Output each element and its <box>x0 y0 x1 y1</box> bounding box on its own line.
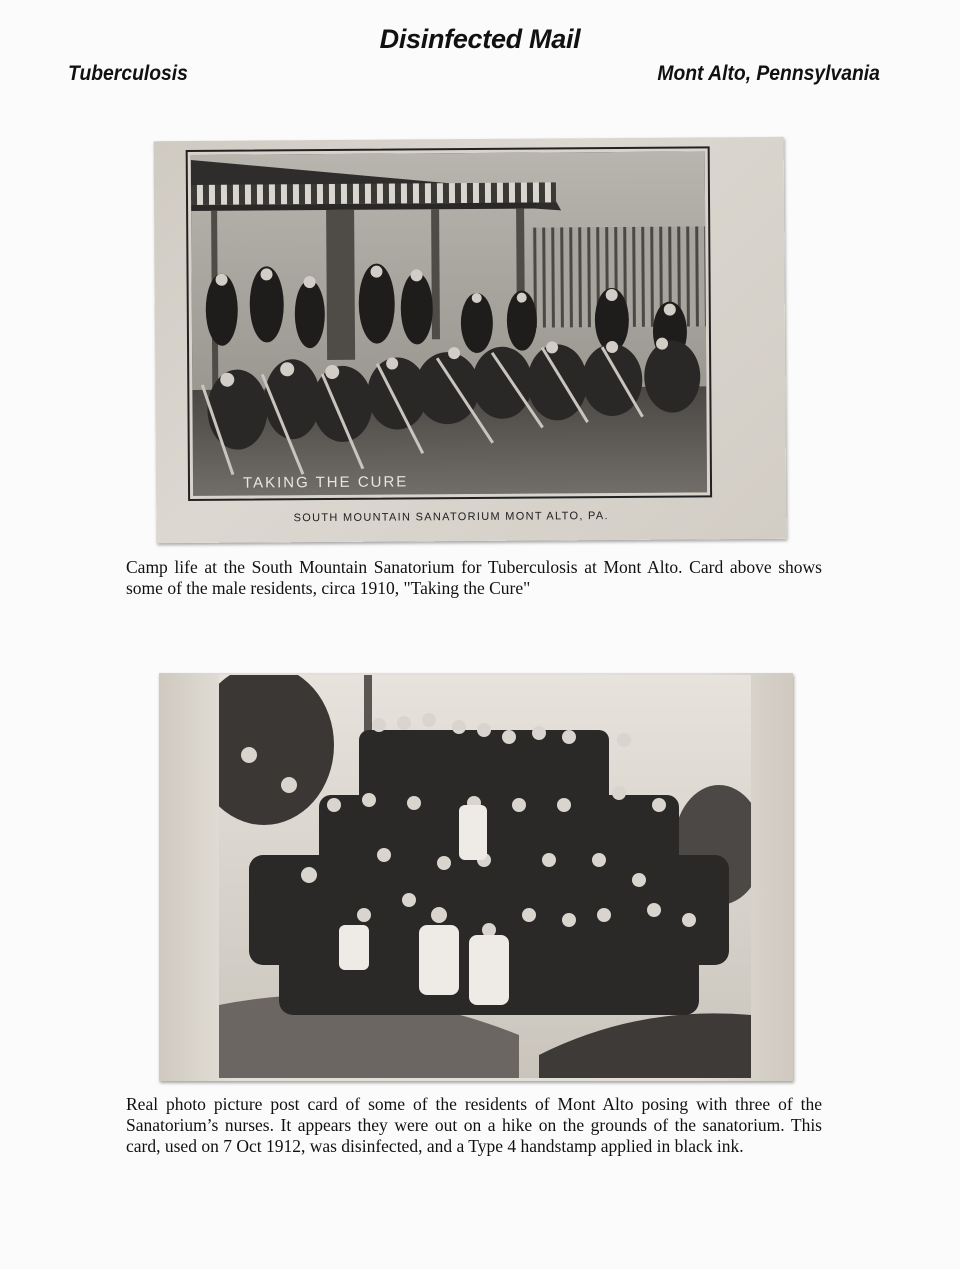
postcard-photo-frame <box>186 146 712 501</box>
topic-subtitle: Tuberculosis <box>68 62 188 85</box>
card2-description: Real photo picture post card of some of the residents of Mont Alto posing with three of the Sanatorium’s nurses. It appears they were out on a hike on the grounds of the sanatorium. This card, used on 7 Oct 1912, was disinfected, and a Type 4 handstamp applied in black ink. <box>126 1094 822 1156</box>
postcard-taking-the-cure <box>154 137 787 543</box>
card1-description: Camp life at the South Mountain Sanatorium for Tuberculosis at Mont Alto. Card above shows some of the male residents, circa 1910, "Taking the Cure" <box>126 557 822 598</box>
sanatorium-porch-photo <box>191 151 707 496</box>
postcard-group-hike <box>159 673 793 1081</box>
group-hike-photo <box>219 675 751 1078</box>
postcard-printed-caption: SOUTH MOUNTAIN SANATORIUM MONT ALTO, PA. <box>293 510 609 525</box>
page-title: Disinfected Mail <box>379 24 581 54</box>
location-subtitle: Mont Alto, Pennsylvania <box>657 62 880 85</box>
handwritten-caption: TAKING THE CURE <box>242 473 409 492</box>
